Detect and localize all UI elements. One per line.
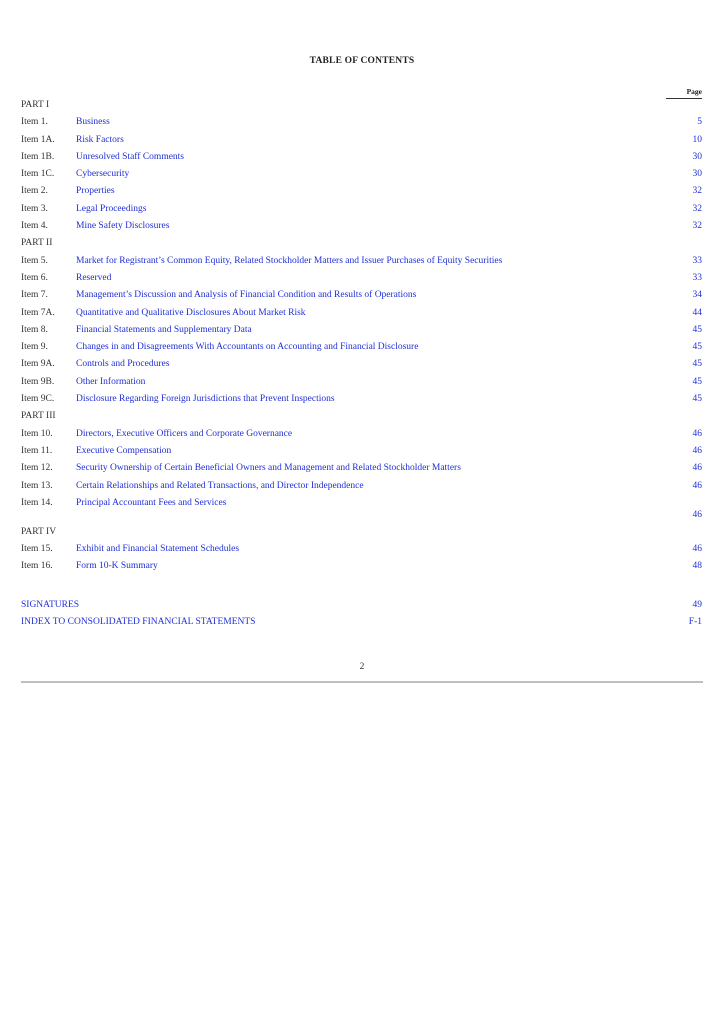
item-number: Item 1.: [21, 117, 48, 128]
link-index-financial-statements[interactable]: INDEX TO CONSOLIDATED FINANCIAL STATEMENTS: [21, 617, 256, 628]
link-security-ownership[interactable]: Security Ownership of Certain Beneficial Owners and Management and Related Stockholder Matters: [76, 463, 461, 474]
item-number: Item 6.: [21, 272, 48, 283]
toc-row-item-4: [21, 218, 702, 235]
page-link-unresolved-staff-comments[interactable]: 30: [692, 151, 702, 162]
part-label: PART III: [21, 411, 56, 422]
toc-row-item-2: [21, 183, 702, 200]
link-directors-officers-governance[interactable]: Directors, Executive Officers and Corporate Governance: [76, 428, 293, 439]
toc-row-item-7a: [21, 305, 702, 322]
toc-row-financial-index: [21, 614, 702, 631]
page-link-directors-officers-governance[interactable]: 46: [692, 428, 702, 439]
toc-row-item-13: [21, 478, 702, 495]
page-link-foreign-jurisdictions[interactable]: 45: [692, 394, 702, 405]
link-exhibit-schedules[interactable]: Exhibit and Financial Statement Schedules: [76, 544, 240, 555]
page-link-financial-statements[interactable]: 45: [692, 324, 702, 335]
toc-row-item-9b: [21, 374, 702, 391]
toc-row-item-3: [21, 201, 702, 218]
item-number: Item 11.: [21, 445, 53, 456]
part-label: PART I: [21, 100, 50, 110]
link-principal-accountant-fees[interactable]: Principal Accountant Fees and Services: [76, 497, 227, 508]
page-link-risk-factors[interactable]: 10: [692, 134, 702, 145]
item-number: Item 9C.: [21, 394, 55, 405]
page-link-mine-safety-disclosures[interactable]: 32: [692, 221, 702, 232]
page-link-properties[interactable]: 32: [692, 186, 702, 197]
link-market-risk-disclosures[interactable]: Quantitative and Qualitative Disclosures About Market Risk: [76, 307, 306, 318]
item-number: Item 9B.: [21, 376, 55, 387]
toc-row-item-1: [21, 114, 702, 131]
page-divider: [21, 681, 703, 683]
item-number: Item 8.: [21, 324, 48, 335]
spacer: [21, 576, 702, 597]
page-link-controls-and-procedures[interactable]: 45: [692, 359, 702, 370]
toc-row-item-7: [21, 287, 702, 304]
link-properties[interactable]: Properties: [76, 186, 115, 197]
link-reserved[interactable]: Reserved: [76, 272, 112, 283]
item-number: Item 7.: [21, 290, 48, 301]
link-business[interactable]: Business: [76, 117, 110, 128]
item-number: Item 10.: [21, 428, 53, 439]
toc-row-item-15: [21, 541, 702, 558]
link-other-information[interactable]: Other Information: [76, 376, 146, 387]
link-market-for-registrants-common-equity[interactable]: Market for Registrant’s Common Equity, Related Stockholder Matters and Issuer Purchases of Equity Securities: [76, 255, 503, 266]
toc-row-item-6: [21, 270, 702, 287]
page-link-exhibit-schedules[interactable]: 46: [692, 544, 702, 555]
item-number: Item 9A.: [21, 359, 55, 370]
link-financial-statements[interactable]: Financial Statements and Supplementary Data: [76, 324, 252, 335]
item-number: Item 7A.: [21, 307, 55, 318]
page-link-cybersecurity[interactable]: 30: [692, 169, 702, 180]
page-link-business[interactable]: 5: [697, 117, 702, 128]
page-link-security-ownership[interactable]: 46: [692, 463, 702, 474]
table-of-contents: [21, 97, 702, 631]
link-form-10k-summary[interactable]: Form 10-K Summary: [76, 561, 158, 572]
toc-row-item-9c: [21, 391, 702, 408]
item-number: Item 2.: [21, 186, 48, 197]
link-executive-compensation[interactable]: Executive Compensation: [76, 445, 172, 456]
page-link-mdna[interactable]: 34: [692, 290, 702, 301]
page-link-market-risk-disclosures[interactable]: 44: [692, 307, 702, 318]
item-number: Item 13.: [21, 480, 53, 491]
toc-title: TABLE OF CONTENTS: [309, 56, 415, 66]
toc-row-item-16: [21, 558, 702, 575]
toc-row-item-5: [21, 253, 702, 270]
toc-row-item-1b: [21, 149, 702, 166]
item-number: Item 3.: [21, 203, 48, 214]
item-number: Item 4.: [21, 221, 48, 232]
page-link-reserved[interactable]: 33: [692, 272, 702, 283]
page-link-other-information[interactable]: 45: [692, 376, 702, 387]
toc-row-item-9a: [21, 356, 702, 373]
item-number: Item 15.: [21, 544, 53, 555]
toc-row-item-12: [21, 460, 702, 477]
page-link-executive-compensation[interactable]: 46: [692, 445, 702, 456]
part-iv-heading: [21, 524, 702, 541]
toc-row-item-10: [21, 426, 702, 443]
item-number: Item 1C.: [21, 169, 55, 180]
page-link-index-financial-statements[interactable]: F-1: [688, 617, 702, 628]
item-number: Item 16.: [21, 561, 53, 572]
part-i-heading: [21, 97, 702, 114]
part-ii-heading: [21, 235, 702, 252]
toc-row-item-11: [21, 443, 702, 460]
page-link-legal-proceedings[interactable]: 32: [692, 203, 702, 214]
link-mdna[interactable]: Management’s Discussion and Analysis of Financial Condition and Results of Operations: [76, 290, 417, 301]
toc-row-item-8: [21, 322, 702, 339]
page-link-certain-relationships[interactable]: 46: [692, 480, 702, 491]
part-label: PART IV: [21, 526, 57, 537]
page-link-form-10k-summary[interactable]: 48: [692, 561, 702, 572]
toc-row-signatures: [21, 597, 702, 614]
link-legal-proceedings[interactable]: Legal Proceedings: [76, 203, 147, 214]
page-column-header: Page: [666, 87, 702, 99]
item-number: Item 14.: [21, 497, 53, 508]
link-mine-safety-disclosures[interactable]: Mine Safety Disclosures: [76, 221, 170, 232]
part-iii-heading: [21, 408, 702, 425]
page-link-market-for-registrants-common-equity[interactable]: 33: [692, 255, 702, 266]
link-foreign-jurisdictions[interactable]: Disclosure Regarding Foreign Jurisdictions that Prevent Inspections: [76, 394, 335, 405]
item-number: Item 12.: [21, 463, 53, 474]
link-unresolved-staff-comments[interactable]: Unresolved Staff Comments: [76, 151, 185, 162]
link-changes-disagreements-accountants[interactable]: Changes in and Disagreements With Accountants on Accounting and Financial Disclosure: [76, 342, 419, 353]
page-number: 2: [359, 662, 365, 672]
page-link-signatures[interactable]: 49: [692, 599, 702, 610]
part-label: PART II: [21, 238, 53, 249]
toc-row-item-1c: [21, 166, 702, 183]
toc-row-item-14: [21, 495, 702, 524]
toc-row-item-1a: [21, 132, 702, 149]
item-number: Item 1B.: [21, 151, 55, 162]
link-signatures[interactable]: SIGNATURES: [21, 599, 80, 610]
item-number: Item 1A.: [21, 134, 55, 145]
page-link-principal-accountant-fees[interactable]: 46: [692, 509, 702, 520]
link-certain-relationships[interactable]: Certain Relationships and Related Transactions, and Director Independence: [76, 480, 364, 491]
link-risk-factors[interactable]: Risk Factors: [76, 134, 124, 145]
toc-row-item-9: [21, 339, 702, 356]
link-cybersecurity[interactable]: Cybersecurity: [76, 169, 130, 180]
item-number: Item 9.: [21, 342, 48, 353]
item-number: Item 5.: [21, 255, 48, 266]
page-link-changes-disagreements-accountants[interactable]: 45: [692, 342, 702, 353]
link-controls-and-procedures[interactable]: Controls and Procedures: [76, 359, 170, 370]
